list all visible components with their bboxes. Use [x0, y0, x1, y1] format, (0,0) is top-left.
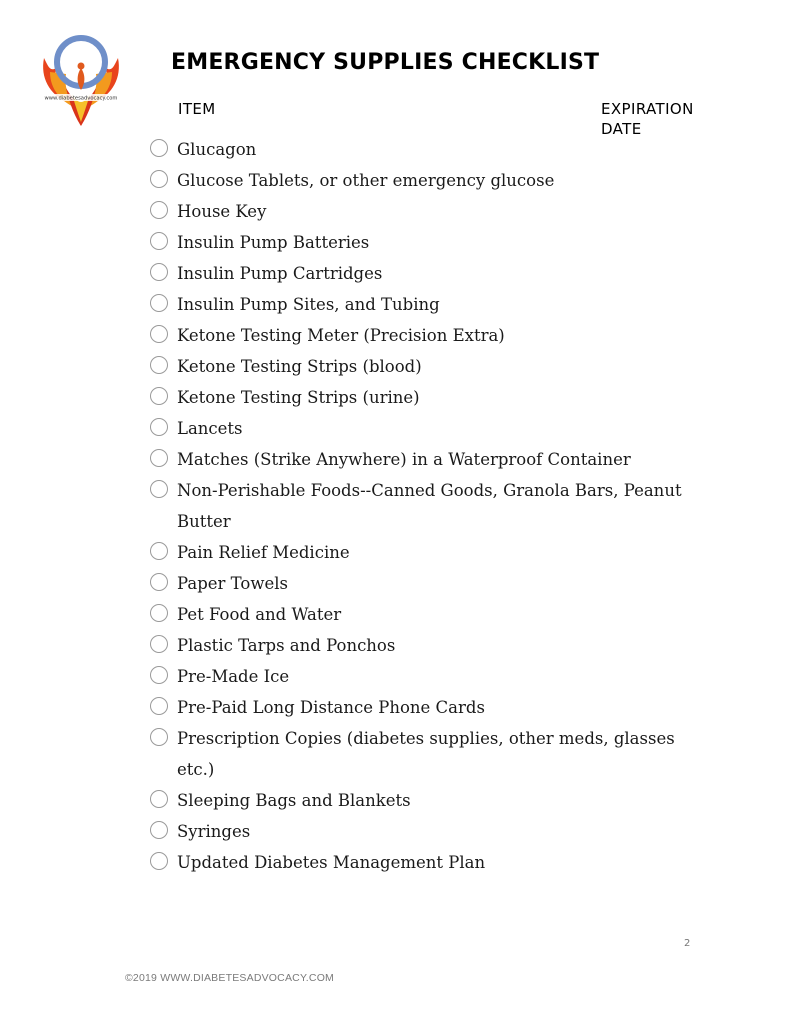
- checklist-item-label: Pet Food and Water: [177, 605, 342, 624]
- checkbox-circle[interactable]: [150, 356, 168, 374]
- checkbox-circle[interactable]: [150, 697, 168, 715]
- checklist-item: [148, 785, 708, 816]
- checklist-item-label: Insulin Pump Cartridges: [177, 264, 383, 283]
- checkbox-circle[interactable]: [150, 170, 168, 188]
- checklist-item: [148, 816, 708, 847]
- column-header-item: ITEM: [178, 100, 216, 118]
- checklist-item: [148, 258, 708, 289]
- checkbox-circle[interactable]: [150, 573, 168, 591]
- checklist-item-label: Paper Towels: [177, 574, 288, 593]
- checkbox-circle[interactable]: [150, 604, 168, 622]
- checklist-item: [148, 599, 708, 630]
- phoenix-logo: [36, 28, 126, 128]
- page-number: 2: [684, 938, 691, 949]
- checklist-item-label: Insulin Pump Sites, and Tubing: [177, 295, 440, 314]
- checklist-item-label: Matches (Strike Anywhere) in a Waterproof Container: [177, 450, 631, 469]
- checklist-item: [148, 165, 708, 196]
- checklist-item-label: Insulin Pump Batteries: [177, 233, 370, 252]
- page-title: EMERGENCY SUPPLIES CHECKLIST: [171, 50, 600, 75]
- checklist-item: [148, 444, 708, 475]
- checklist-item-label: Pre-Made Ice: [177, 667, 290, 686]
- checklist-item: [148, 227, 708, 258]
- checkbox-circle[interactable]: [150, 325, 168, 343]
- column-header-expiration-date: EXPIRATION DATE: [601, 100, 694, 138]
- checklist-item-label: Plastic Tarps and Ponchos: [177, 636, 396, 655]
- checkbox-circle[interactable]: [150, 139, 168, 157]
- checklist-item: [148, 134, 708, 165]
- checklist-item-label: Lancets: [177, 419, 243, 438]
- checklist-item-label: Glucagon: [177, 140, 257, 159]
- checkbox-circle[interactable]: [150, 821, 168, 839]
- checklist-item-label: Pain Relief Medicine: [177, 543, 350, 562]
- checkbox-circle[interactable]: [150, 418, 168, 436]
- checkbox-circle[interactable]: [150, 790, 168, 808]
- checklist-item: [148, 382, 708, 413]
- checkbox-circle[interactable]: [150, 232, 168, 250]
- checklist-item-label: Ketone Testing Meter (Precision Extra): [177, 326, 505, 345]
- checklist-item: [148, 630, 708, 661]
- checklist-item: [148, 320, 708, 351]
- checklist-item: [148, 847, 708, 878]
- checkbox-circle[interactable]: [150, 480, 168, 498]
- checkbox-circle[interactable]: [150, 852, 168, 870]
- checklist-item: [148, 413, 708, 444]
- checklist-item-label: House Key: [177, 202, 267, 221]
- checklist-item: [148, 568, 708, 599]
- checklist-item-label: Pre-Paid Long Distance Phone Cards: [177, 698, 485, 717]
- checklist-item: [148, 351, 708, 382]
- checklist-item-label: Non-Perishable Foods--Canned Goods, Granola Bars, Peanut Butter: [177, 481, 682, 531]
- checkbox-circle[interactable]: [150, 201, 168, 219]
- checklist-item: [148, 723, 708, 785]
- checklist-item: [148, 289, 708, 320]
- checkbox-circle[interactable]: [150, 542, 168, 560]
- checklist-item-label: Updated Diabetes Management Plan: [177, 853, 486, 872]
- checklist-item-label: Ketone Testing Strips (urine): [177, 388, 420, 407]
- checklist-item: [148, 692, 708, 723]
- checkbox-circle[interactable]: [150, 728, 168, 746]
- checklist-item-label: Syringes: [177, 822, 251, 841]
- checkbox-circle[interactable]: [150, 263, 168, 281]
- checklist-item: [148, 475, 708, 537]
- checklist-item-label: Ketone Testing Strips (blood): [177, 357, 422, 376]
- checkbox-circle[interactable]: [150, 294, 168, 312]
- checklist-item-label: Sleeping Bags and Blankets: [177, 791, 411, 810]
- supplies-checklist: [148, 134, 708, 878]
- checklist-item-label: Glucose Tablets, or other emergency glucose: [177, 171, 555, 190]
- logo-url-text: www.diabetesadvocacy.com: [44, 95, 118, 102]
- checkbox-circle[interactable]: [150, 387, 168, 405]
- checkbox-circle[interactable]: [150, 666, 168, 684]
- checkbox-circle[interactable]: [150, 635, 168, 653]
- checklist-item: [148, 196, 708, 227]
- footer-copyright: ©2019 WWW.DIABETESADVOCACY.COM: [125, 972, 335, 984]
- checklist-item: [148, 537, 708, 568]
- checklist-item: [148, 661, 708, 692]
- checklist-item-label: Prescription Copies (diabetes supplies, other meds, glasses etc.): [177, 729, 675, 779]
- checkbox-circle[interactable]: [150, 449, 168, 467]
